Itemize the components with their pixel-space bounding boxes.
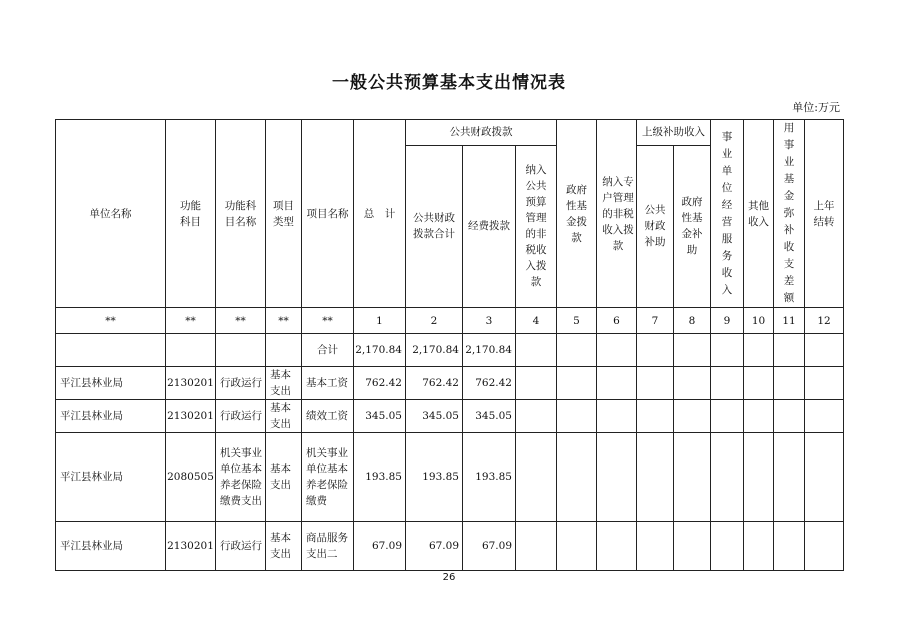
code-cell: 2130201 xyxy=(166,400,216,433)
unit-cell: 平江县林业局 xyxy=(56,367,166,400)
header-func-code: 功能科目 xyxy=(166,120,216,308)
func-cell: 行政运行 xyxy=(216,400,266,433)
func-cell: 机关事业单位基本养老保险缴费支出 xyxy=(216,433,266,522)
index-cell: ** xyxy=(216,308,266,334)
header-total: 总 计 xyxy=(354,120,406,308)
type-cell: 基本支出 xyxy=(266,400,302,433)
index-cell: 4 xyxy=(516,308,557,334)
unit-cell: 平江县林业局 xyxy=(56,522,166,571)
header-proj-name: 项目名称 xyxy=(302,120,354,308)
index-cell: 6 xyxy=(597,308,637,334)
code-cell: 2130201 xyxy=(166,367,216,400)
index-cell: 3 xyxy=(463,308,516,334)
header-service-income: 事业单位经营服务收入 xyxy=(711,120,744,308)
total-amount: 2,170.84 xyxy=(354,334,406,367)
public-total-cell: 762.42 xyxy=(406,367,463,400)
index-cell: 12 xyxy=(805,308,844,334)
public-total-cell: 345.05 xyxy=(406,400,463,433)
project-cell: 机关事业单位基本养老保险缴费 xyxy=(302,433,354,522)
public-total-cell: 193.85 xyxy=(406,433,463,522)
unit-cell: 平江县林业局 xyxy=(56,433,166,522)
budget-table xyxy=(55,119,844,571)
type-cell: 基本支出 xyxy=(266,367,302,400)
index-cell: 8 xyxy=(674,308,711,334)
header-proj-type: 项目类型 xyxy=(266,120,302,308)
table-row xyxy=(56,522,844,571)
operating-cell: 193.85 xyxy=(463,433,516,522)
func-cell: 行政运行 xyxy=(216,367,266,400)
index-cell: 5 xyxy=(557,308,597,334)
header-gov-fund-subsidy: 政府性基金补助 xyxy=(674,145,711,307)
index-row xyxy=(56,308,844,334)
operating-cell: 762.42 xyxy=(463,367,516,400)
index-cell: 7 xyxy=(637,308,674,334)
operating-cell: 67.09 xyxy=(463,522,516,571)
total-cell: 762.42 xyxy=(354,367,406,400)
project-cell: 基本工资 xyxy=(302,367,354,400)
header-upper-subsidy-group: 上级补助收入 xyxy=(637,120,711,146)
header-pub-fin-subsidy: 公共财政补助 xyxy=(637,145,674,307)
header-fund-gap: 用事业基金弥补收支差额 xyxy=(774,120,805,308)
unit-cell: 平江县林业局 xyxy=(56,400,166,433)
func-cell: 行政运行 xyxy=(216,522,266,571)
index-cell: ** xyxy=(56,308,166,334)
total-row xyxy=(56,334,844,367)
index-cell: 10 xyxy=(744,308,774,334)
project-cell: 商品服务支出二 xyxy=(302,522,354,571)
table-row xyxy=(56,400,844,433)
index-cell: ** xyxy=(302,308,354,334)
index-cell: ** xyxy=(166,308,216,334)
header-unit-name: 单位名称 xyxy=(56,120,166,308)
page-number: 26 xyxy=(442,572,456,583)
header-func-name: 功能科目名称 xyxy=(216,120,266,308)
project-cell: 绩效工资 xyxy=(302,400,354,433)
type-cell: 基本支出 xyxy=(266,433,302,522)
total-cell: 345.05 xyxy=(354,400,406,433)
header-nontax-special: 纳入专户管理的非税收入拨款 xyxy=(597,120,637,308)
operating-cell: 345.05 xyxy=(463,400,516,433)
total-operating-amount: 2,170.84 xyxy=(463,334,516,367)
unit-label: 单位:万元 xyxy=(792,101,840,114)
header-gov-fund: 政府性基金拨款 xyxy=(557,120,597,308)
type-cell: 基本支出 xyxy=(266,522,302,571)
total-label: 合计 xyxy=(302,334,354,367)
total-cell: 193.85 xyxy=(354,433,406,522)
total-public-amount: 2,170.84 xyxy=(406,334,463,367)
index-cell: 9 xyxy=(711,308,744,334)
index-cell: 1 xyxy=(354,308,406,334)
code-cell: 2130201 xyxy=(166,522,216,571)
public-total-cell: 67.09 xyxy=(406,522,463,571)
header-public-fin-group: 公共财政拨款 xyxy=(406,120,557,146)
index-cell: 2 xyxy=(406,308,463,334)
index-cell: 11 xyxy=(774,308,805,334)
table-row xyxy=(56,367,844,400)
header-carryover: 上年结转 xyxy=(805,120,844,308)
header-operating: 经费拨款 xyxy=(463,145,516,307)
total-cell: 67.09 xyxy=(354,522,406,571)
code-cell: 2080505 xyxy=(166,433,216,522)
table-row xyxy=(56,433,844,522)
index-cell: ** xyxy=(266,308,302,334)
page-title: 一般公共预算基本支出情况表 xyxy=(332,73,566,93)
header-public-fin-total: 公共财政拨款合计 xyxy=(406,145,463,307)
header-other-income: 其他收入 xyxy=(744,120,774,308)
header-nontax-budget: 纳入公共预算管理的非税收入拨款 xyxy=(516,145,557,307)
